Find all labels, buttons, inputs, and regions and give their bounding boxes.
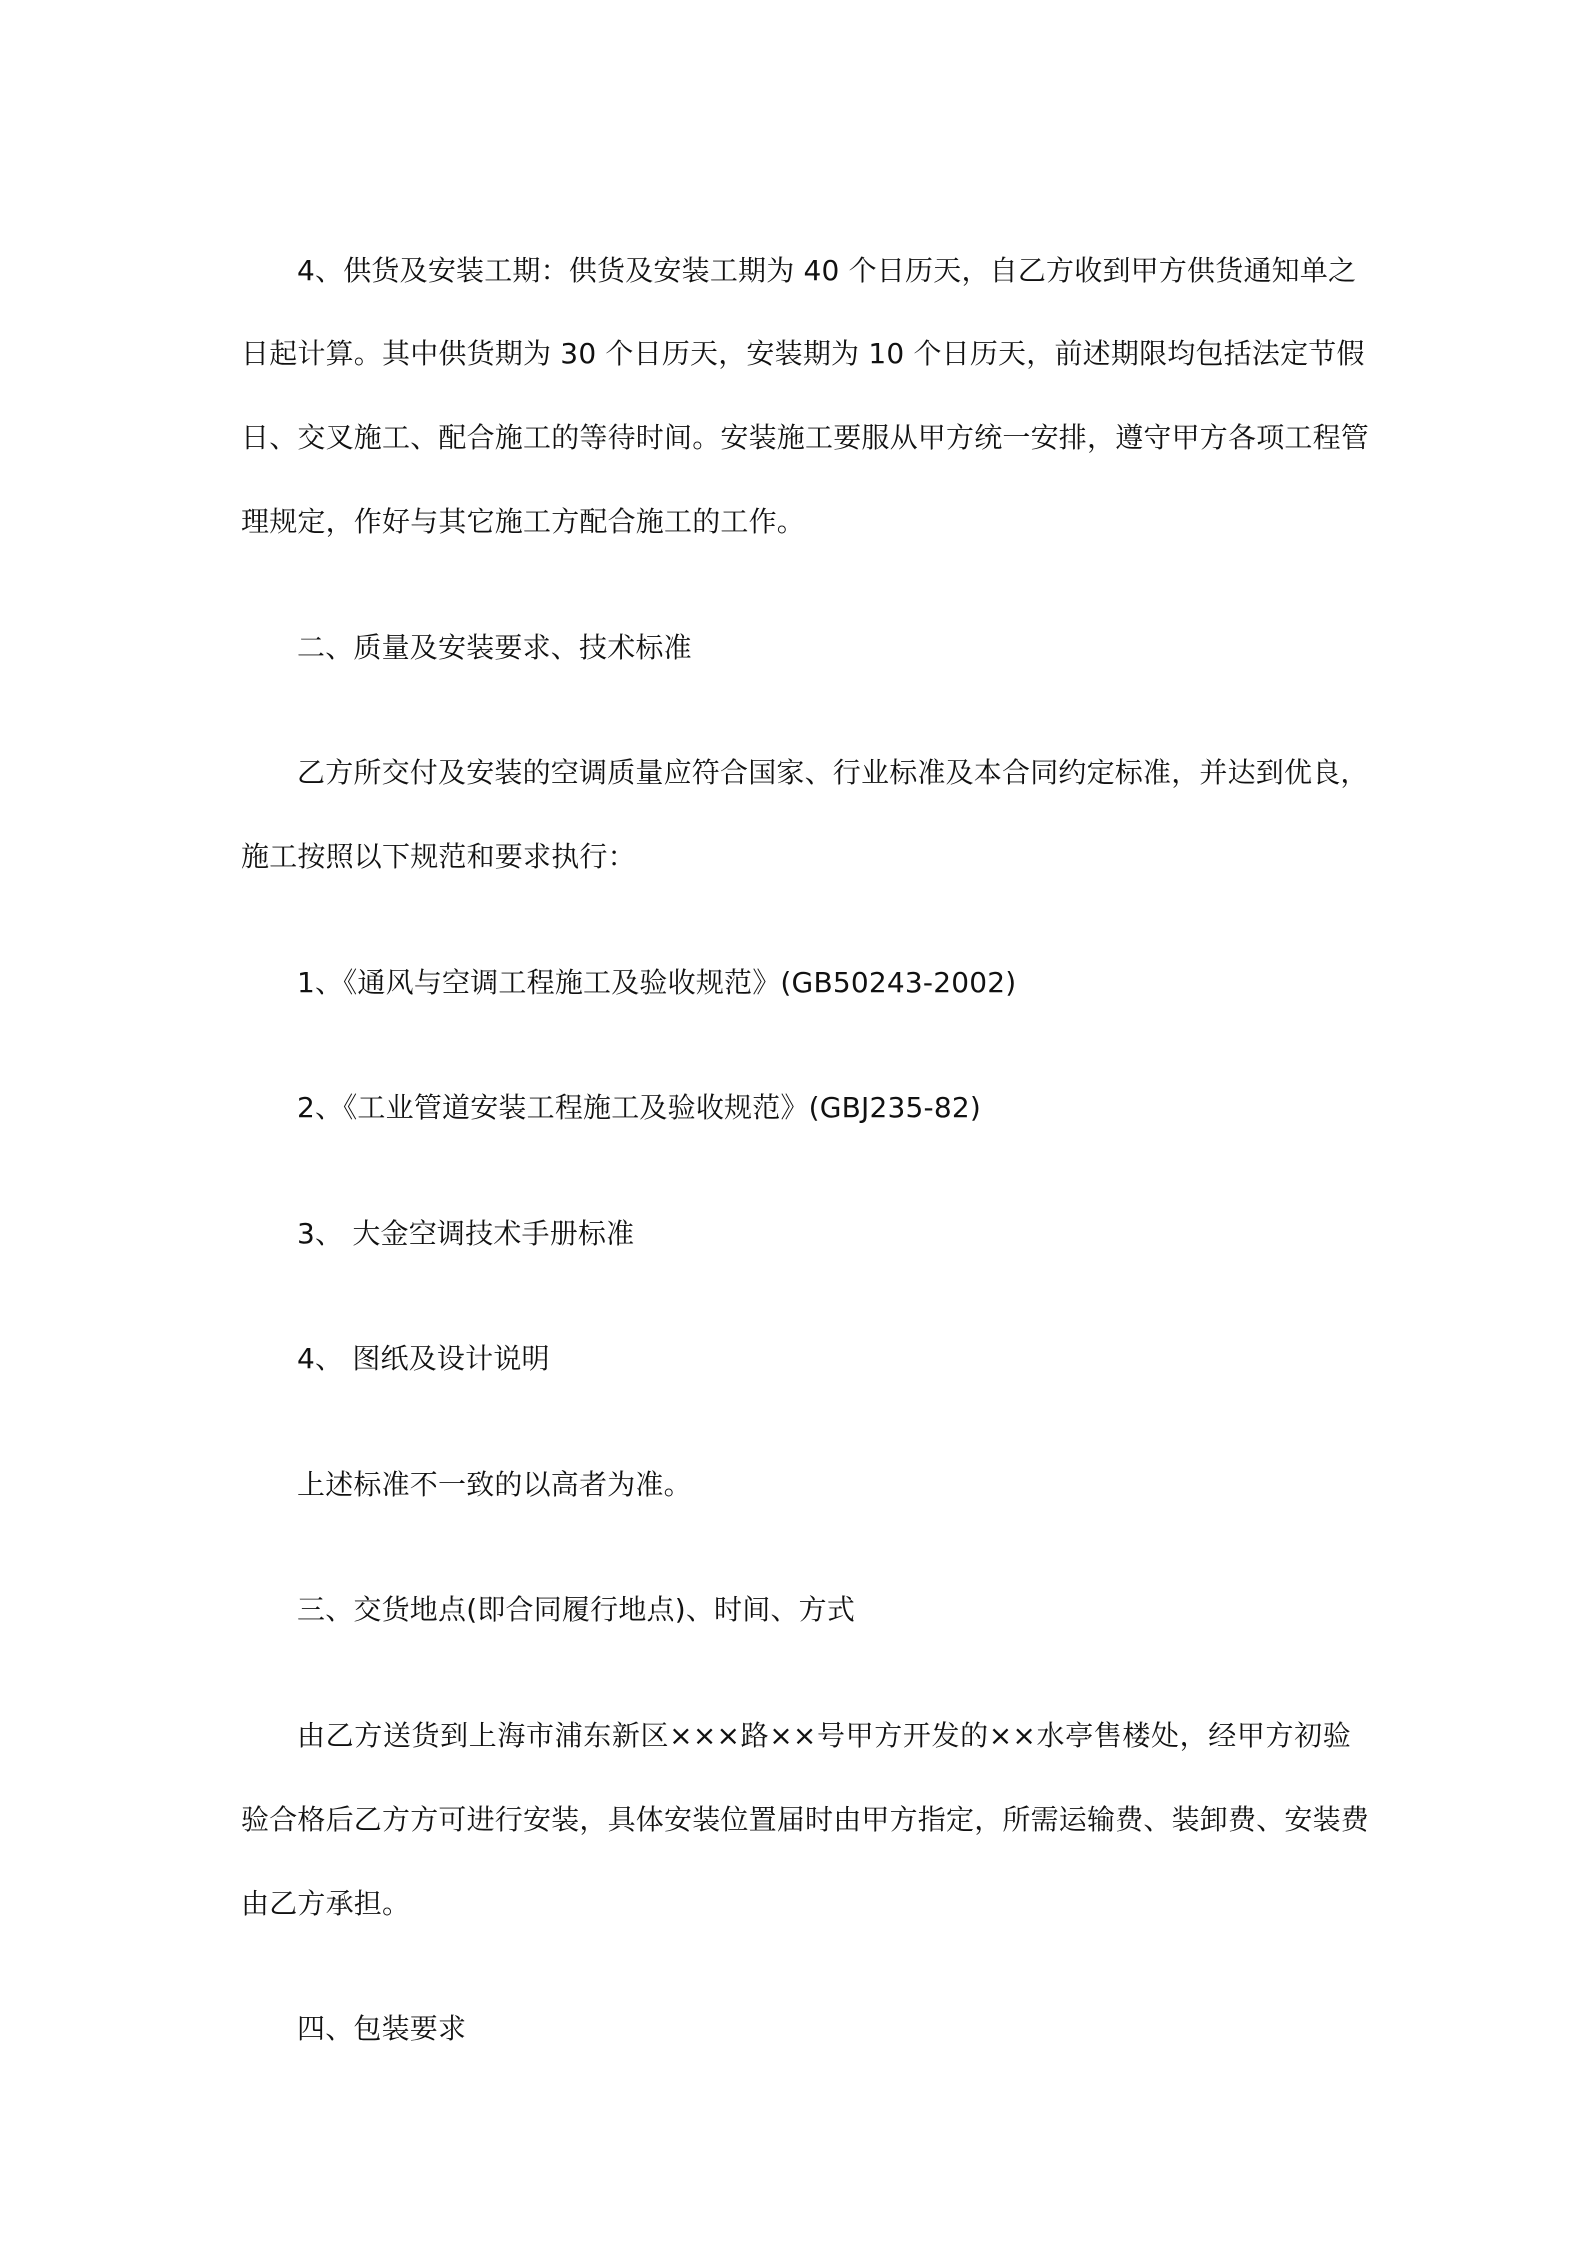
section-heading: 二、质量及安装要求、技术标准 <box>297 631 692 664</box>
paragraph-line: 验合格后乙方方可进行安装，具体安装位置届时由甲方指定，所需运输费、装卸费、安装费 <box>241 1803 1370 1836</box>
paragraph-line: 4、供货及安装工期：供货及安装工期为 40 个日历天，自乙方收到甲方供货通知单之 <box>297 254 1357 287</box>
paragraph-line: 由乙方承担。 <box>241 1887 411 1920</box>
paragraph-line: 日、交叉施工、配合施工的等待时间。安装施工要服从甲方统一安排，遵守甲方各项工程管 <box>241 421 1370 454</box>
paragraph-line: 日起计算。其中供货期为 30 个日历天，安装期为 10 个日历天，前述期限均包括法定节假 <box>241 337 1365 370</box>
list-item: 2、《工业管道安装工程施工及验收规范》(GBJ235-82) <box>297 1091 982 1124</box>
section-heading: 三、交货地点(即合同履行地点)、时间、方式 <box>297 1593 856 1626</box>
paragraph-line: 理规定，作好与其它施工方配合施工的工作。 <box>241 505 806 538</box>
paragraph-line: 施工按照以下规范和要求执行： <box>241 840 636 873</box>
list-item: 4、 图纸及设计说明 <box>297 1342 550 1375</box>
paragraph-line: 上述标准不一致的以高者为准。 <box>297 1468 692 1501</box>
section-heading: 四、包装要求 <box>297 2012 467 2045</box>
list-item: 1、《通风与空调工程施工及验收规范》(GB50243-2002) <box>297 966 1017 999</box>
paragraph-line: 由乙方送货到上海市浦东新区×××路××号甲方开发的××水亭售楼处，经甲方初验 <box>297 1719 1351 1752</box>
list-item: 3、 大金空调技术手册标准 <box>297 1217 635 1250</box>
paragraph-line: 乙方所交付及安装的空调质量应符合国家、行业标准及本合同约定标准，并达到优良， <box>297 756 1369 789</box>
